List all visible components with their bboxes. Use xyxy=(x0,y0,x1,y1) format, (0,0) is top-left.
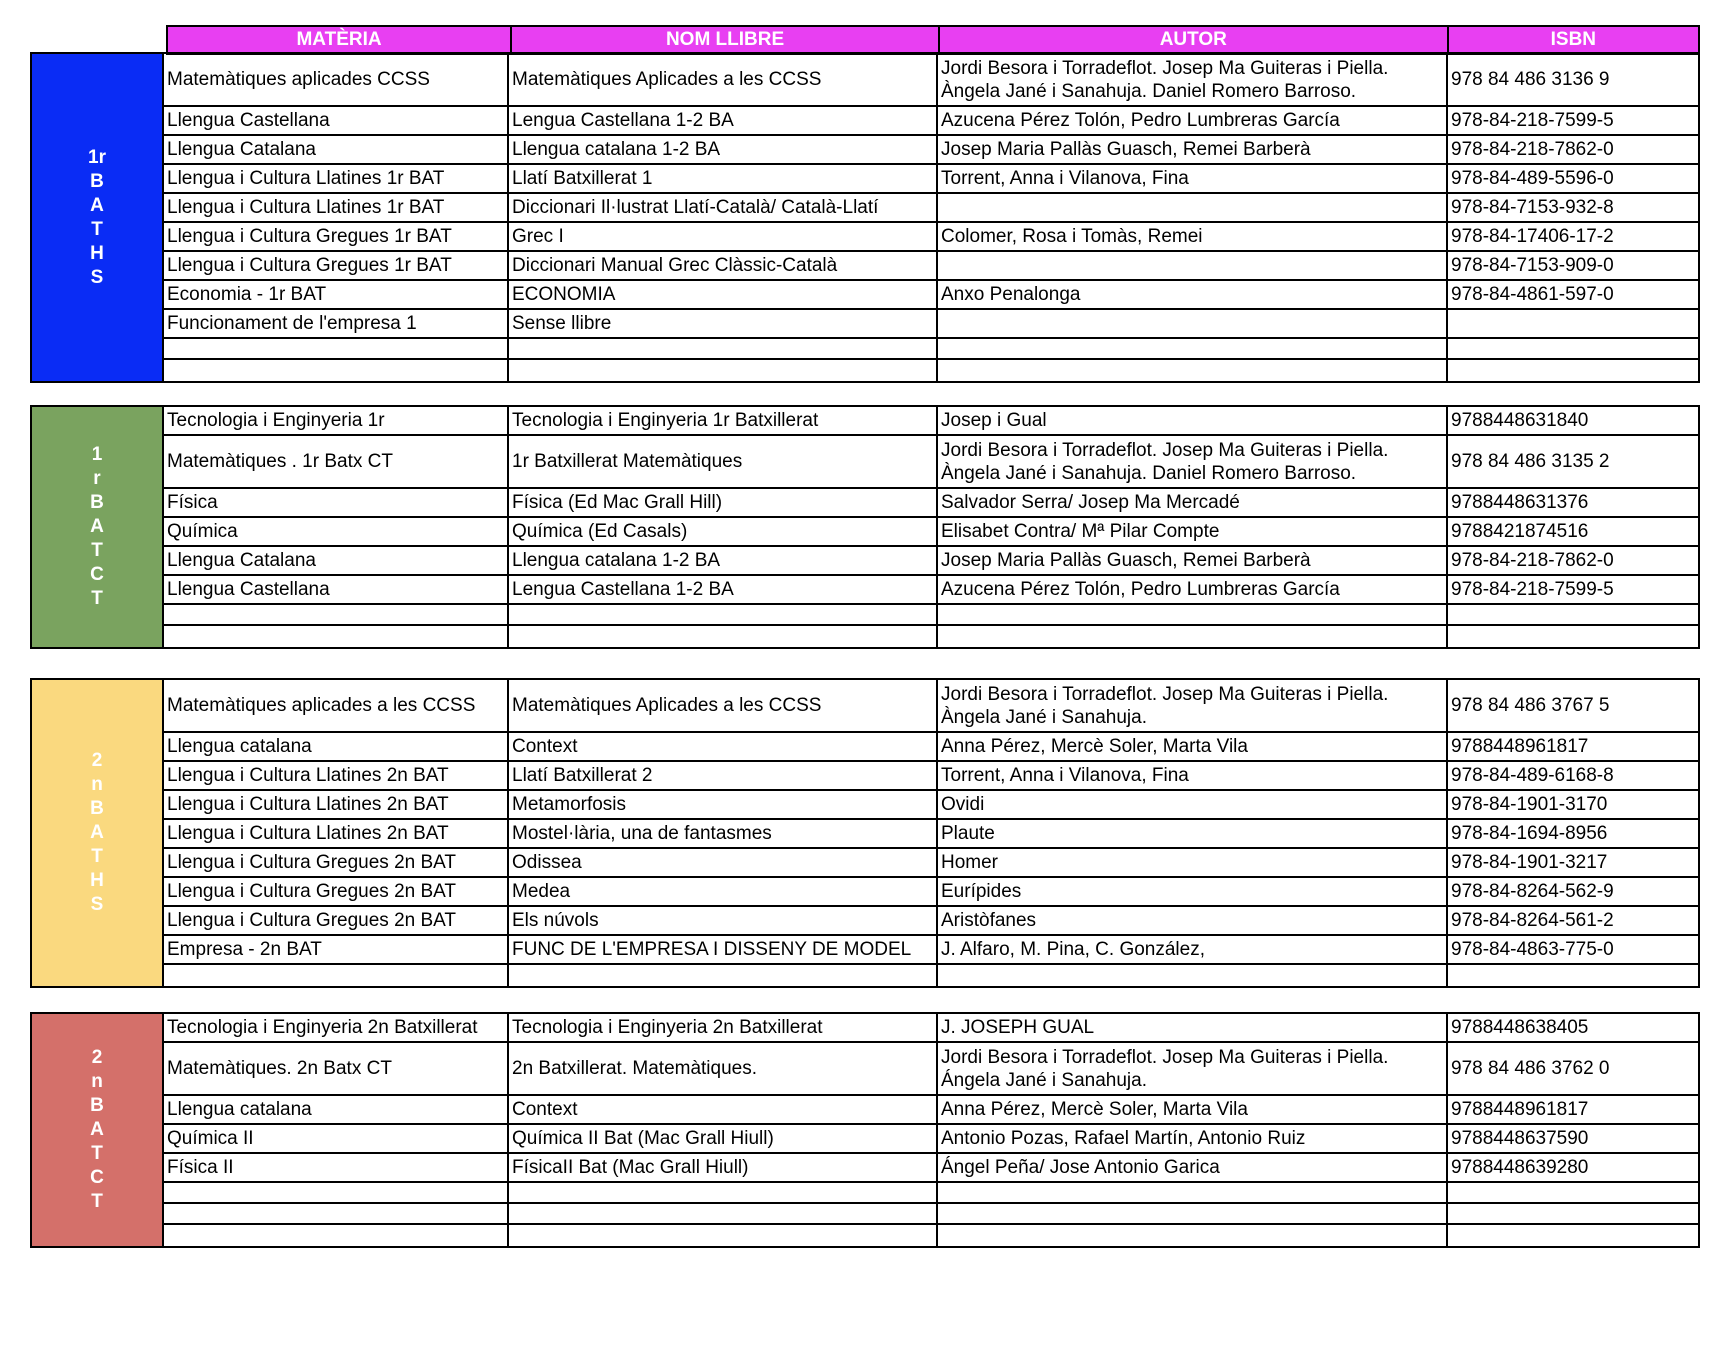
autor-cell: Plaute xyxy=(938,820,1448,847)
nom-llibre-cell xyxy=(509,1204,938,1223)
autor-cell xyxy=(938,339,1448,358)
autor-cell xyxy=(938,1183,1448,1202)
table-row xyxy=(164,339,1698,360)
isbn-cell: 978-84-8264-562-9 xyxy=(1451,881,1614,902)
table-row xyxy=(164,136,1698,165)
table-row xyxy=(164,965,1698,986)
table-row xyxy=(164,820,1698,849)
nom-llibre-cell xyxy=(509,1225,938,1246)
materia-cell: Llengua catalana xyxy=(164,733,509,760)
table-row xyxy=(164,107,1698,136)
isbn-cell: 9788448631840 xyxy=(1451,410,1589,431)
materia-cell: Llengua i Cultura Gregues 2n BAT xyxy=(164,878,509,905)
nom-llibre-cell xyxy=(509,360,938,381)
nom-llibre-cell: Context xyxy=(509,1096,938,1123)
materia-cell: Llengua i Cultura Gregues 1r BAT xyxy=(164,252,509,279)
autor-cell: Josep Maria Pallàs Guasch, Remei Barberà xyxy=(938,547,1448,574)
autor-cell: Salvador Serra/ Josep Ma Mercadé xyxy=(938,489,1448,516)
nom-llibre-cell: Lengua Castellana 1-2 BA xyxy=(509,107,938,134)
nom-llibre-cell: Metamorfosis xyxy=(509,791,938,818)
table-row xyxy=(164,310,1698,339)
isbn-cell xyxy=(1448,1225,1698,1246)
materia-cell xyxy=(164,1183,509,1202)
nom-llibre-cell: Mostel·lària, una de fantasmes xyxy=(509,820,938,847)
materia-cell: Funcionament de l'empresa 1 xyxy=(164,310,509,337)
isbn-cell: 9788448961817 xyxy=(1451,736,1589,757)
materia-cell: Matemàtiques. 2n Batx CT xyxy=(164,1043,509,1094)
materia-cell: Tecnologia i Enginyeria 2n Batxillerat xyxy=(164,1014,509,1041)
materia-cell: Llengua catalana xyxy=(164,1096,509,1123)
nom-llibre-cell xyxy=(509,626,938,647)
table-row xyxy=(164,1125,1698,1154)
isbn-cell: 978-84-1901-3217 xyxy=(1451,852,1608,873)
nom-llibre-cell: Física (Ed Mac Grall Hill) xyxy=(509,489,938,516)
autor-cell: J. Alfaro, M. Pina, C. González, xyxy=(938,936,1448,963)
isbn-cell: 978 84 486 3135 2 xyxy=(1451,451,1610,472)
autor-cell xyxy=(938,310,1448,337)
materia-cell: Llengua Catalana xyxy=(164,547,509,574)
nom-llibre-cell: Química (Ed Casals) xyxy=(509,518,938,545)
materia-cell xyxy=(164,1225,509,1246)
autor-cell: Anna Pérez, Mercè Soler, Marta Vila xyxy=(938,1096,1448,1123)
table-row xyxy=(164,489,1698,518)
isbn-cell xyxy=(1448,626,1698,647)
table-row xyxy=(164,1204,1698,1225)
nom-llibre-cell: Lengua Castellana 1-2 BA xyxy=(509,576,938,603)
autor-cell: Torrent, Anna i Vilanova, Fina xyxy=(938,165,1448,192)
materia-cell: Llengua i Cultura Gregues 1r BAT xyxy=(164,223,509,250)
autor-cell xyxy=(938,605,1448,624)
isbn-cell: 978-84-218-7862-0 xyxy=(1451,550,1614,571)
header-isbn: ISBN xyxy=(1550,29,1597,50)
table-row xyxy=(164,165,1698,194)
autor-cell xyxy=(938,626,1448,647)
course-label-text: 1 r B A T C T xyxy=(90,444,104,609)
nom-llibre-cell: Context xyxy=(509,733,938,760)
materia-cell xyxy=(164,965,509,986)
autor-cell xyxy=(938,1204,1448,1223)
nom-llibre-cell: 2n Batxillerat. Matemàtiques. xyxy=(509,1043,938,1094)
nom-llibre-cell: Els núvols xyxy=(509,907,938,934)
nom-llibre-cell: Sense llibre xyxy=(509,310,938,337)
table-row xyxy=(164,936,1698,965)
autor-cell xyxy=(938,965,1448,986)
nom-llibre-cell: Matemàtiques Aplicades a les CCSS xyxy=(509,680,938,731)
course-label-text: 2 n B A T H S xyxy=(90,750,104,915)
autor-cell: Ángel Peña/ Jose Antonio Garica xyxy=(938,1154,1448,1181)
table-row xyxy=(164,1043,1698,1096)
table-row xyxy=(164,436,1698,489)
autor-cell: Torrent, Anna i Vilanova, Fina xyxy=(938,762,1448,789)
autor-cell: Antonio Pozas, Rafael Martín, Antonio Ruiz xyxy=(938,1125,1448,1152)
table-row xyxy=(164,223,1698,252)
nom-llibre-cell: FUNC DE L'EMPRESA I DISSENY DE MODEL xyxy=(509,936,938,963)
table-row xyxy=(164,360,1698,381)
table-row xyxy=(164,407,1698,436)
autor-cell: Jordi Besora i Torradeflot. Josep Ma Guiteras i Piella. Àngela Jané i Sanahuja. Daniel Romero Barroso. xyxy=(938,54,1448,105)
isbn-cell xyxy=(1448,339,1698,358)
nom-llibre-cell: Tecnologia i Enginyeria 2n Batxillerat xyxy=(509,1014,938,1041)
isbn-cell: 978-84-4863-775-0 xyxy=(1451,939,1614,960)
nom-llibre-cell: Llengua catalana 1-2 BA xyxy=(509,136,938,163)
table-row xyxy=(164,54,1698,107)
autor-cell xyxy=(938,360,1448,381)
nom-llibre-cell: Tecnologia i Enginyeria 1r Batxillerat xyxy=(509,407,938,434)
autor-cell: J. JOSEPH GUAL xyxy=(938,1014,1448,1041)
header-autor: AUTOR xyxy=(940,27,1449,53)
materia-cell: Matemàtiques . 1r Batx CT xyxy=(164,436,509,487)
autor-cell: Josep i Gual xyxy=(938,407,1448,434)
materia-cell: Matemàtiques aplicades a les CCSS xyxy=(164,680,509,731)
table-row xyxy=(164,1183,1698,1204)
materia-cell: Llengua Catalana xyxy=(164,136,509,163)
materia-cell: Llengua i Cultura Llatines 2n BAT xyxy=(164,820,509,847)
course-section xyxy=(30,1012,1700,1248)
course-label-text: 1r B A T H S xyxy=(88,146,106,288)
isbn-cell: 978 84 486 3767 5 xyxy=(1451,695,1610,716)
table-row xyxy=(164,1154,1698,1183)
autor-cell xyxy=(938,1225,1448,1246)
materia-cell xyxy=(164,360,509,381)
isbn-cell: 978-84-4861-597-0 xyxy=(1451,284,1614,305)
autor-cell: Homer xyxy=(938,849,1448,876)
table-row xyxy=(164,194,1698,223)
materia-cell: Llengua Castellana xyxy=(164,576,509,603)
autor-cell: Josep Maria Pallàs Guasch, Remei Barberà xyxy=(938,136,1448,163)
isbn-cell: 978-84-218-7862-0 xyxy=(1451,139,1614,160)
table-row xyxy=(164,252,1698,281)
nom-llibre-cell xyxy=(509,965,938,986)
isbn-cell: 978-84-17406-17-2 xyxy=(1451,226,1614,247)
table-header xyxy=(166,25,1700,55)
autor-cell: Jordi Besora i Torradeflot. Josep Ma Guiteras i Piella. Àngela Jané i Sanahuja. xyxy=(938,680,1448,731)
isbn-cell xyxy=(1448,360,1698,381)
materia-cell: Física II xyxy=(164,1154,509,1181)
nom-llibre-cell: Llatí Batxillerat 2 xyxy=(509,762,938,789)
isbn-cell: 9788421874516 xyxy=(1451,521,1589,542)
table-row xyxy=(164,1014,1698,1043)
course-section xyxy=(30,405,1700,649)
isbn-cell: 978-84-489-5596-0 xyxy=(1451,168,1614,189)
table-row xyxy=(164,626,1698,647)
course-label xyxy=(32,54,164,381)
nom-llibre-cell: 1r Batxillerat Matemàtiques xyxy=(509,436,938,487)
nom-llibre-cell xyxy=(509,1183,938,1202)
materia-cell xyxy=(164,1204,509,1223)
materia-cell: Llengua i Cultura Llatines 1r BAT xyxy=(164,165,509,192)
table-row xyxy=(164,791,1698,820)
table-row xyxy=(164,878,1698,907)
materia-cell: Tecnologia i Enginyeria 1r xyxy=(164,407,509,434)
autor-cell: Azucena Pérez Tolón, Pedro Lumbreras García xyxy=(938,576,1448,603)
autor-cell: Anxo Penalonga xyxy=(938,281,1448,308)
nom-llibre-cell: Medea xyxy=(509,878,938,905)
isbn-cell: 9788448637590 xyxy=(1451,1128,1589,1149)
isbn-cell xyxy=(1448,310,1698,337)
course-label xyxy=(32,680,164,986)
table-row xyxy=(164,281,1698,310)
table-row xyxy=(164,849,1698,878)
isbn-cell: 9788448638405 xyxy=(1451,1017,1589,1038)
isbn-cell: 978-84-1694-8956 xyxy=(1451,823,1608,844)
autor-cell: Colomer, Rosa i Tomàs, Remei xyxy=(938,223,1448,250)
nom-llibre-cell: Matemàtiques Aplicades a les CCSS xyxy=(509,54,938,105)
table-row xyxy=(164,733,1698,762)
header-nom-llibre: NOM LLIBRE xyxy=(512,27,940,53)
table-row xyxy=(164,1096,1698,1125)
autor-cell: Jordi Besora i Torradeflot. Josep Ma Guiteras i Piella. Ángela Jané i Sanahuja. xyxy=(938,1043,1448,1094)
isbn-cell xyxy=(1448,1183,1698,1202)
autor-cell: Jordi Besora i Torradeflot. Josep Ma Guiteras i Piella. Àngela Jané i Sanahuja. Daniel Romero Barroso. xyxy=(938,436,1448,487)
materia-cell xyxy=(164,626,509,647)
isbn-cell: 978-84-7153-932-8 xyxy=(1451,197,1614,218)
table-row xyxy=(164,762,1698,791)
autor-cell: Elisabet Contra/ Mª Pilar Compte xyxy=(938,518,1448,545)
isbn-cell: 978-84-218-7599-5 xyxy=(1451,110,1614,131)
materia-cell: Economia - 1r BAT xyxy=(164,281,509,308)
nom-llibre-cell: FísicaII Bat (Mac Grall Hiull) xyxy=(509,1154,938,1181)
autor-cell: Anna Pérez, Mercè Soler, Marta Vila xyxy=(938,733,1448,760)
nom-llibre-cell: Diccionari Manual Grec Clàssic-Català xyxy=(509,252,938,279)
isbn-cell: 978-84-1901-3170 xyxy=(1451,794,1608,815)
autor-cell xyxy=(938,194,1448,221)
materia-cell: Llengua i Cultura Gregues 2n BAT xyxy=(164,849,509,876)
materia-cell: Física xyxy=(164,489,509,516)
materia-cell xyxy=(164,605,509,624)
course-label xyxy=(32,407,164,647)
table-row xyxy=(164,547,1698,576)
autor-cell: Aristòfanes xyxy=(938,907,1448,934)
autor-cell: Azucena Pérez Tolón, Pedro Lumbreras García xyxy=(938,107,1448,134)
autor-cell xyxy=(938,252,1448,279)
header-materia: MATÈRIA xyxy=(168,27,512,53)
isbn-cell: 9788448631376 xyxy=(1451,492,1589,513)
materia-cell: Química xyxy=(164,518,509,545)
isbn-cell: 978-84-489-6168-8 xyxy=(1451,765,1614,786)
materia-cell: Llengua Castellana xyxy=(164,107,509,134)
table-row xyxy=(164,576,1698,605)
table-row xyxy=(164,907,1698,936)
isbn-cell: 9788448639280 xyxy=(1451,1157,1589,1178)
materia-cell: Llengua i Cultura Llatines 2n BAT xyxy=(164,791,509,818)
table-row xyxy=(164,680,1698,733)
nom-llibre-cell: Grec I xyxy=(509,223,938,250)
isbn-cell: 978-84-7153-909-0 xyxy=(1451,255,1614,276)
isbn-cell xyxy=(1448,1204,1698,1223)
nom-llibre-cell: Diccionari Il·lustrat Llatí-Català/ Català-Llatí xyxy=(509,194,938,221)
autor-cell: Ovidi xyxy=(938,791,1448,818)
isbn-cell: 978-84-8264-561-2 xyxy=(1451,910,1614,931)
nom-llibre-cell: Química II Bat (Mac Grall Hiull) xyxy=(509,1125,938,1152)
nom-llibre-cell: Odissea xyxy=(509,849,938,876)
materia-cell: Matemàtiques aplicades CCSS xyxy=(164,54,509,105)
course-section xyxy=(30,678,1700,988)
nom-llibre-cell: Llatí Batxillerat 1 xyxy=(509,165,938,192)
course-label-text: 2 n B A T C T xyxy=(90,1047,104,1212)
table-row xyxy=(164,518,1698,547)
table-row xyxy=(164,605,1698,626)
materia-cell: Química II xyxy=(164,1125,509,1152)
materia-cell: Empresa - 2n BAT xyxy=(164,936,509,963)
nom-llibre-cell: ECONOMIA xyxy=(509,281,938,308)
autor-cell: Eurípides xyxy=(938,878,1448,905)
isbn-cell: 9788448961817 xyxy=(1451,1099,1589,1120)
materia-cell: Llengua i Cultura Gregues 2n BAT xyxy=(164,907,509,934)
isbn-cell xyxy=(1448,965,1698,986)
table-row xyxy=(164,1225,1698,1246)
isbn-cell: 978 84 486 3136 9 xyxy=(1451,69,1610,90)
isbn-cell xyxy=(1448,605,1698,624)
nom-llibre-cell xyxy=(509,605,938,624)
course-section xyxy=(30,52,1700,383)
isbn-cell: 978-84-218-7599-5 xyxy=(1451,579,1614,600)
materia-cell xyxy=(164,339,509,358)
course-label xyxy=(32,1014,164,1246)
nom-llibre-cell xyxy=(509,339,938,358)
nom-llibre-cell: Llengua catalana 1-2 BA xyxy=(509,547,938,574)
materia-cell: Llengua i Cultura Llatines 1r BAT xyxy=(164,194,509,221)
materia-cell: Llengua i Cultura Llatines 2n BAT xyxy=(164,762,509,789)
isbn-cell: 978 84 486 3762 0 xyxy=(1451,1058,1610,1079)
